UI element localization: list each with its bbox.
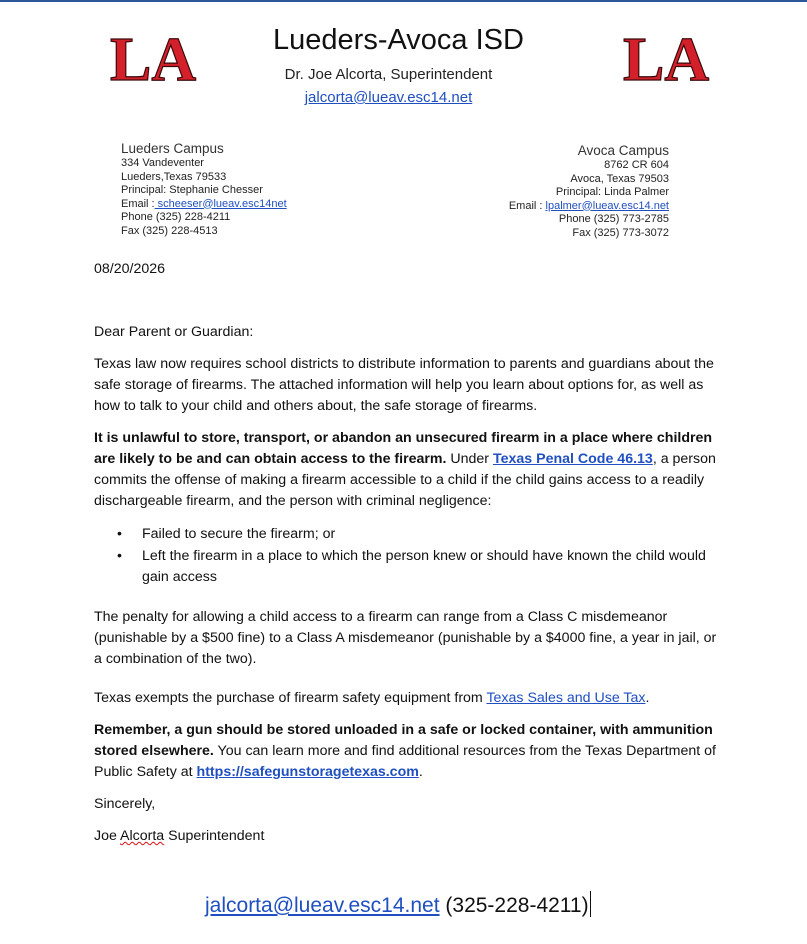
- footer-email-link[interactable]: jalcorta@lueav.esc14.net: [205, 894, 440, 917]
- paragraph-tax-exemption: [94, 688, 724, 709]
- paragraph-storage-reminder: [94, 720, 724, 783]
- campus-email-link[interactable]: scheeser@lueav.esc14net: [154, 197, 287, 210]
- list-item: [94, 524, 724, 545]
- signature-title: Superintendent: [164, 828, 265, 844]
- campus-principal: Principal: Stephanie Chesser: [121, 184, 263, 196]
- lueders-campus-block: [121, 140, 287, 238]
- campus-fax: Fax (325) 773-3072: [572, 226, 669, 239]
- campus-fax: Fax (325) 228-4513: [121, 224, 218, 237]
- top-border: [0, 0, 807, 2]
- text-span: Texas exempts the purchase of firearm safety equipment from: [94, 690, 487, 706]
- letter-date: 08/20/2026: [94, 261, 166, 277]
- svg-text:LA: LA: [110, 26, 197, 94]
- text-span: You can learn more and find additional resources from the Texas Department of Public Safety at: [94, 743, 716, 780]
- bullet-icon: •: [117, 526, 122, 542]
- campus-phone: Phone (325) 228-4211: [121, 211, 231, 223]
- campus-email-link[interactable]: lpalmer@lueav.esc14.net: [545, 199, 669, 212]
- email-label: Email :: [121, 197, 155, 210]
- sales-tax-link[interactable]: Texas Sales and Use Tax: [486, 690, 646, 706]
- campus-address-line1: 334 Vandeventer: [121, 157, 204, 169]
- text-span: .: [418, 764, 423, 780]
- svg-text:LA: LA: [623, 26, 710, 94]
- campus-name: Avoca Campus: [577, 143, 669, 158]
- superintendent-email-link[interactable]: jalcorta@lueav.esc14.net: [304, 89, 473, 106]
- campus-email-row: [121, 198, 287, 212]
- salutation: Dear Parent or Guardian:: [94, 324, 254, 340]
- district-name: Lueders-Avoca ISD: [273, 24, 524, 56]
- email-label: Email :: [508, 199, 543, 212]
- avoca-campus-block: [509, 142, 669, 240]
- campus-phone: Phone (325) 773-2785: [558, 213, 669, 225]
- text-span: Under: [446, 451, 493, 467]
- campus-address-line2: Avoca, Texas 79503: [570, 172, 669, 185]
- closing: Sincerely,: [94, 796, 156, 812]
- paragraph-penalty: The penalty for allowing a child access to a firearm can range from a Class C misdemeanor (punishable by a $500 fine) to a Class A misdemeanor (punishable by a $4000 fine, a year in jail, or a combination of the two).: [94, 609, 717, 667]
- signature: [94, 826, 724, 847]
- footer-contact: [205, 891, 591, 918]
- list-item: [94, 546, 724, 588]
- superintendent-line: Dr. Joe Alcorta, Superintendent: [284, 66, 493, 83]
- negligence-list: [94, 524, 724, 589]
- signature-first-name: Joe: [94, 828, 121, 844]
- bullet-icon: •: [117, 548, 122, 564]
- paragraph-storage-info: Texas law now requires school districts to distribute information to parents and guardians about the safe storage of firearms. The attached information will help you learn about options for, as well as how to talk to your child and others about, the safe storage of firearms.: [94, 356, 714, 414]
- paragraph-penal-code: [94, 428, 724, 512]
- campus-address-line2: Lueders,Texas 79533: [121, 170, 227, 183]
- campus-name: Lueders Campus: [121, 141, 224, 156]
- campus-address-line1: 8762 CR 604: [604, 159, 669, 171]
- text-span: .: [645, 690, 650, 706]
- signature-surname: Alcorta: [120, 828, 165, 844]
- superintendent-email-container: [0, 89, 777, 106]
- penal-code-link[interactable]: Texas Penal Code 46.13: [492, 451, 653, 467]
- safe-gun-storage-link[interactable]: https://safegunstoragetexas.com: [196, 764, 419, 780]
- text-cursor: [590, 891, 591, 917]
- reminder-statement: Remember, a gun should be stored unloaded in a safe or locked container, with ammunition stored elsewhere.: [94, 722, 713, 759]
- list-item-text: Failed to secure the firearm; or: [142, 526, 336, 542]
- list-item-text: Left the firearm in a place to which the person knew or should have known the child would gain access: [142, 548, 706, 585]
- footer-phone: (325-228-4211): [439, 894, 589, 917]
- unlawful-statement: It is unlawful to store, transport, or abandon an unsecured firearm in a place where children are likely to be and can obtain access to the firearm.: [94, 430, 713, 467]
- text-span: , a person commits the offense of making a firearm accessible to a child if the child gains access to a readily dischargeable firearm, and the person with criminal negligence:: [94, 451, 716, 509]
- campus-email-row: [509, 200, 669, 214]
- campus-principal: Principal: Linda Palmer: [555, 186, 669, 198]
